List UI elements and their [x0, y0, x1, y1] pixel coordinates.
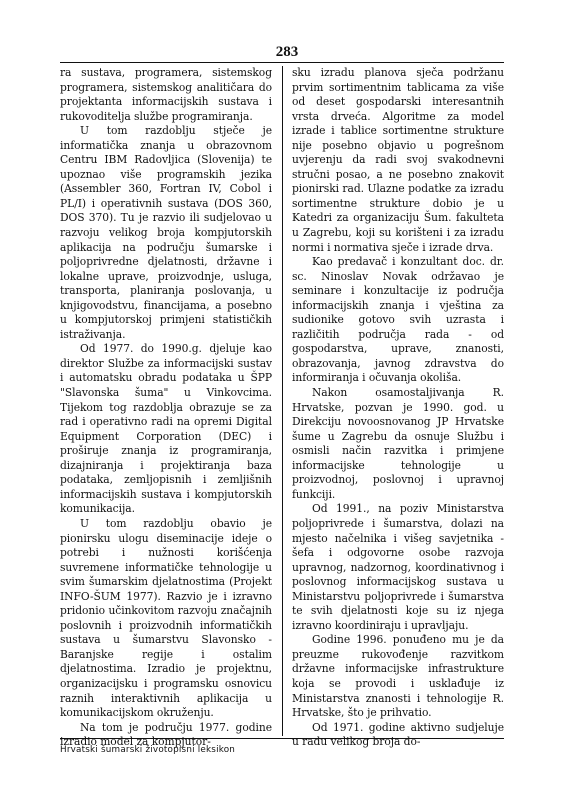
top-rule [60, 62, 504, 63]
left-paragraph-5: Na tom je području 1977. godine izradio model za kompjutor- [60, 720, 272, 749]
right-paragraph-6: Od 1971. godine aktivno sudjeluje u radu velikog broja do- [292, 720, 504, 749]
footer-title: Hrvatski šumarski životopisni leksikon [60, 745, 236, 755]
right-paragraph-3: Nakon osamostaljivanja R. Hrvatske, pozvan je 1990. god. u Direkciju novoosnovanog JP Hrvatske šume u Zagrebu da osnuje Službu i osmisli način razvitka i primjene informacijske tehnologije u proizvodnoj, poslovnoj i upravnoj funkciji. [292, 386, 504, 501]
column-divider [282, 66, 283, 736]
left-paragraph-3: Od 1977. do 1990.g. djeluje kao direktor Službe za informacijski sustav i automatsku obradu podataka u ŠPP "Slavonska šuma" u Vinkovcima. Tijekom tog razdoblja obrazuje se za rad i operativno radi na opremi Digital Equipment Corporation (DEC) i proširuje znanja iz programiranja, dizajniranja i projektiranja baza podataka, zemljopisnih i zemljišnih informacijskih sustava i kompjutorskih komunikacija. [60, 342, 272, 516]
right-paragraph-4: Od 1991., na poziv Ministarstva poljoprivrede i šumarstva, dolazi na mjesto načelnika i višeg savjetnika - šefa i odgovorne osobe razvoja upravnog, nadzornog, koordinativnog i poslovnog informacijskog sustava u Ministarstvu poljoprivrede i šumarstva te svih djelatnosti koje su iz njega izravno koordiniraju i upravljaju. [292, 502, 504, 632]
left-paragraph-1: ra sustava, programera, sistemskog programera, sistemskog analitičara do projektanta informacijskih sustava i rukovoditelja službe programiranja. [60, 66, 272, 123]
right-paragraph-1: sku izradu planova sječa podržanu prvim sortimentnim tablicama za više od deset gospodarski interesantnih vrsta drveća. Algoritme za model izrade i tablice sortimentne strukture nije posebno objavio u pogrešnom uvjerenju da radi svoj svakodnevni stručni posao, a ne posebno znakovit pionirski rad. Ulazne podatke za izradu sortimentne strukture dobio je u Katedri za organizaciju Šum. fakulteta u Zagrebu, koji su korišteni i za izradu normi i normativa sječe i izrade drva. [292, 66, 504, 254]
right-paragraph-5: Godine 1996. ponuđeno mu je da preuzme rukovođenje razvitkom državne informacijske infrastrukture koja se provodi i usklađuje iz Ministarstva znanosti i tehnologije R. Hrvatske, što je prihvatio. [292, 633, 504, 720]
left-column [60, 66, 272, 750]
right-column [292, 66, 504, 750]
bottom-rule [60, 738, 504, 739]
left-paragraph-2: U tom razdoblju stječe je informatička znanja u obrazovnom Centru IBM Radovljica (Slovenija) te upoznao više programskih jezika (Assembler 360, Fortran IV, Cobol i PL/I) i operativnih sustava (DOS 360, DOS 370). Tu je razvio ili sudjelovao u razvoju velikog broja kompjutorskih aplikacija na području šumarske i poljoprivredne djelatnosti, državne i lokalne uprave, proizvodnje, usluga, transporta, planiranja poslovanja, u knjigovodstvu, financijama, a posebno u kompjutorskoj primjeni statističkih istraživanja. [60, 124, 272, 341]
page-number: 283 [275, 44, 299, 60]
right-paragraph-2: Kao predavač i konzultant doc. dr. sc. Ninoslav Novak održavao je seminare i konzultacije iz područja informacijskih znanja i vještina za sudionike gotovo svih uzrasta i različitih područja rada - od gospodarstva, uprave, znanosti, obrazovanja, javnog zdravstva do informiranja i očuvanja okoliša. [292, 255, 504, 385]
left-paragraph-4: U tom razdoblju obavio je pionirsku ulogu diseminacije ideje o potrebi i nužnosti korišćenja suvremene informatičke tehnologije u svim šumarskim djelatnostima (Projekt INFO-ŠUM 1977). Razvio je i izravno pridonio učinkovitom razvoju značajnih poslovnih i proizvodnih informatičkih sustava u šumarstvu Slavonsko - Baranjske regije i ostalim djelatnostima. Izradio je projektnu, organizacijsku i programsku osnovicu raznih interaktivnih aplikacija u komunikacijskom okruženju. [60, 516, 272, 720]
